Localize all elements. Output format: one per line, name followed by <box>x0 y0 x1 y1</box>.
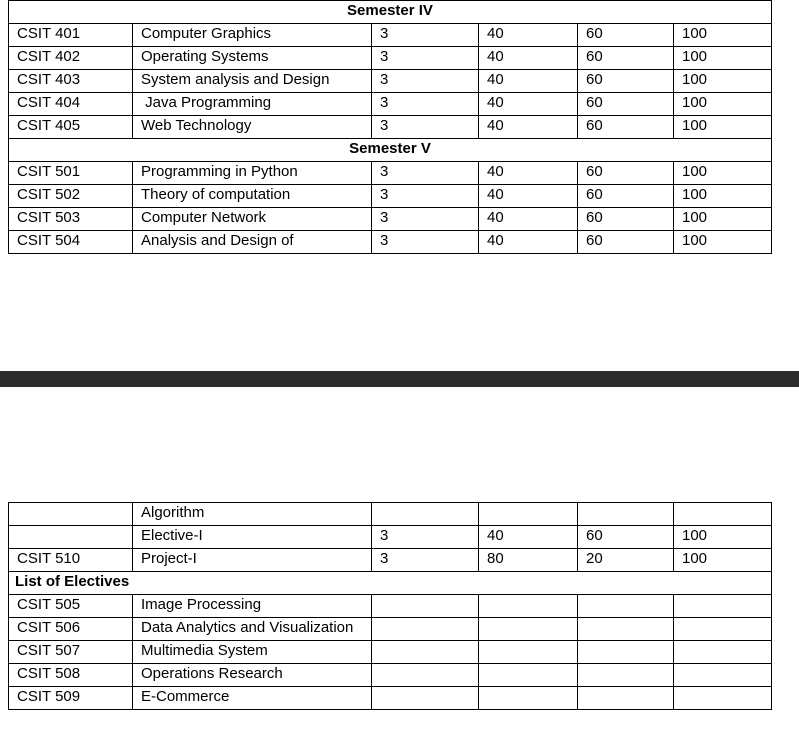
external-marks: 60 <box>578 231 674 254</box>
external-marks: 60 <box>578 47 674 70</box>
course-code <box>9 503 133 526</box>
course-title: Programming in Python <box>133 162 372 185</box>
course-code: CSIT 502 <box>9 185 133 208</box>
course-title: Theory of computation <box>133 185 372 208</box>
credits: 3 <box>372 526 479 549</box>
credits <box>372 664 479 687</box>
internal-marks: 40 <box>479 185 578 208</box>
page-break-bar <box>0 371 799 387</box>
table-row <box>9 664 772 687</box>
external-marks: 60 <box>578 24 674 47</box>
electives-header-row <box>9 572 772 595</box>
course-title: Analysis and Design of <box>133 231 372 254</box>
course-title: Multimedia System <box>133 641 372 664</box>
credits: 3 <box>372 116 479 139</box>
external-marks <box>578 641 674 664</box>
internal-marks <box>479 664 578 687</box>
total-marks <box>674 595 772 618</box>
internal-marks <box>479 641 578 664</box>
semester-header-row <box>9 139 772 162</box>
course-code: CSIT 509 <box>9 687 133 710</box>
external-marks: 60 <box>578 162 674 185</box>
internal-marks: 40 <box>479 116 578 139</box>
course-code: CSIT 501 <box>9 162 133 185</box>
course-title: Operations Research <box>133 664 372 687</box>
total-marks: 100 <box>674 549 772 572</box>
total-marks: 100 <box>674 70 772 93</box>
course-title: Project-I <box>133 549 372 572</box>
course-code: CSIT 405 <box>9 116 133 139</box>
external-marks <box>578 595 674 618</box>
table-row <box>9 93 772 116</box>
total-marks <box>674 618 772 641</box>
internal-marks <box>479 503 578 526</box>
table-row <box>9 526 772 549</box>
internal-marks <box>479 595 578 618</box>
total-marks: 100 <box>674 185 772 208</box>
total-marks: 100 <box>674 231 772 254</box>
credits <box>372 595 479 618</box>
course-code: CSIT 403 <box>9 70 133 93</box>
table-row <box>9 231 772 254</box>
table-row <box>9 618 772 641</box>
table-row <box>9 162 772 185</box>
credits: 3 <box>372 185 479 208</box>
course-title: Data Analytics and Visualization <box>133 618 372 641</box>
external-marks: 60 <box>578 70 674 93</box>
course-title: System analysis and Design <box>133 70 372 93</box>
course-title: E-Commerce <box>133 687 372 710</box>
table-row <box>9 185 772 208</box>
credits <box>372 503 479 526</box>
table-row <box>9 47 772 70</box>
course-code: CSIT 505 <box>9 595 133 618</box>
internal-marks <box>479 618 578 641</box>
credits: 3 <box>372 208 479 231</box>
internal-marks <box>479 687 578 710</box>
total-marks: 100 <box>674 162 772 185</box>
total-marks: 100 <box>674 208 772 231</box>
external-marks <box>578 503 674 526</box>
internal-marks: 40 <box>479 70 578 93</box>
total-marks <box>674 503 772 526</box>
table-row <box>9 503 772 526</box>
external-marks: 60 <box>578 208 674 231</box>
external-marks: 60 <box>578 526 674 549</box>
external-marks <box>578 618 674 641</box>
internal-marks: 80 <box>479 549 578 572</box>
course-title: Computer Graphics <box>133 24 372 47</box>
semester-iv-heading: Semester IV <box>9 1 772 24</box>
course-code <box>9 526 133 549</box>
course-title: Java Programming <box>133 93 372 116</box>
table-row <box>9 70 772 93</box>
course-title: Computer Network <box>133 208 372 231</box>
external-marks: 60 <box>578 185 674 208</box>
course-code: CSIT 510 <box>9 549 133 572</box>
credits: 3 <box>372 70 479 93</box>
course-title: Elective-I <box>133 526 372 549</box>
electives-heading: List of Electives <box>9 572 772 595</box>
semester-header-row <box>9 1 772 24</box>
internal-marks: 40 <box>479 231 578 254</box>
total-marks <box>674 687 772 710</box>
internal-marks: 40 <box>479 93 578 116</box>
credits <box>372 641 479 664</box>
semester-v-heading: Semester V <box>9 139 772 162</box>
credits <box>372 618 479 641</box>
table-row <box>9 595 772 618</box>
curriculum-table-bottom <box>8 502 772 710</box>
credits: 3 <box>372 47 479 70</box>
credits: 3 <box>372 549 479 572</box>
external-marks <box>578 664 674 687</box>
course-code: CSIT 503 <box>9 208 133 231</box>
credits <box>372 687 479 710</box>
credits: 3 <box>372 93 479 116</box>
course-title: Image Processing <box>133 595 372 618</box>
table-row <box>9 116 772 139</box>
total-marks <box>674 641 772 664</box>
credits: 3 <box>372 231 479 254</box>
table-row <box>9 24 772 47</box>
course-code: CSIT 506 <box>9 618 133 641</box>
course-title: Algorithm <box>133 503 372 526</box>
external-marks <box>578 687 674 710</box>
internal-marks: 40 <box>479 208 578 231</box>
total-marks: 100 <box>674 116 772 139</box>
external-marks: 20 <box>578 549 674 572</box>
table-row <box>9 549 772 572</box>
external-marks: 60 <box>578 93 674 116</box>
course-code: CSIT 507 <box>9 641 133 664</box>
total-marks: 100 <box>674 93 772 116</box>
curriculum-table-top <box>8 0 772 254</box>
internal-marks: 40 <box>479 24 578 47</box>
internal-marks: 40 <box>479 162 578 185</box>
table-row <box>9 687 772 710</box>
total-marks: 100 <box>674 47 772 70</box>
credits: 3 <box>372 162 479 185</box>
credits: 3 <box>372 24 479 47</box>
course-code: CSIT 508 <box>9 664 133 687</box>
course-title: Web Technology <box>133 116 372 139</box>
course-code: CSIT 401 <box>9 24 133 47</box>
total-marks <box>674 664 772 687</box>
course-title: Operating Systems <box>133 47 372 70</box>
course-code: CSIT 402 <box>9 47 133 70</box>
total-marks: 100 <box>674 24 772 47</box>
course-code: CSIT 404 <box>9 93 133 116</box>
total-marks: 100 <box>674 526 772 549</box>
table-row <box>9 641 772 664</box>
course-code: CSIT 504 <box>9 231 133 254</box>
internal-marks: 40 <box>479 526 578 549</box>
internal-marks: 40 <box>479 47 578 70</box>
external-marks: 60 <box>578 116 674 139</box>
table-row <box>9 208 772 231</box>
